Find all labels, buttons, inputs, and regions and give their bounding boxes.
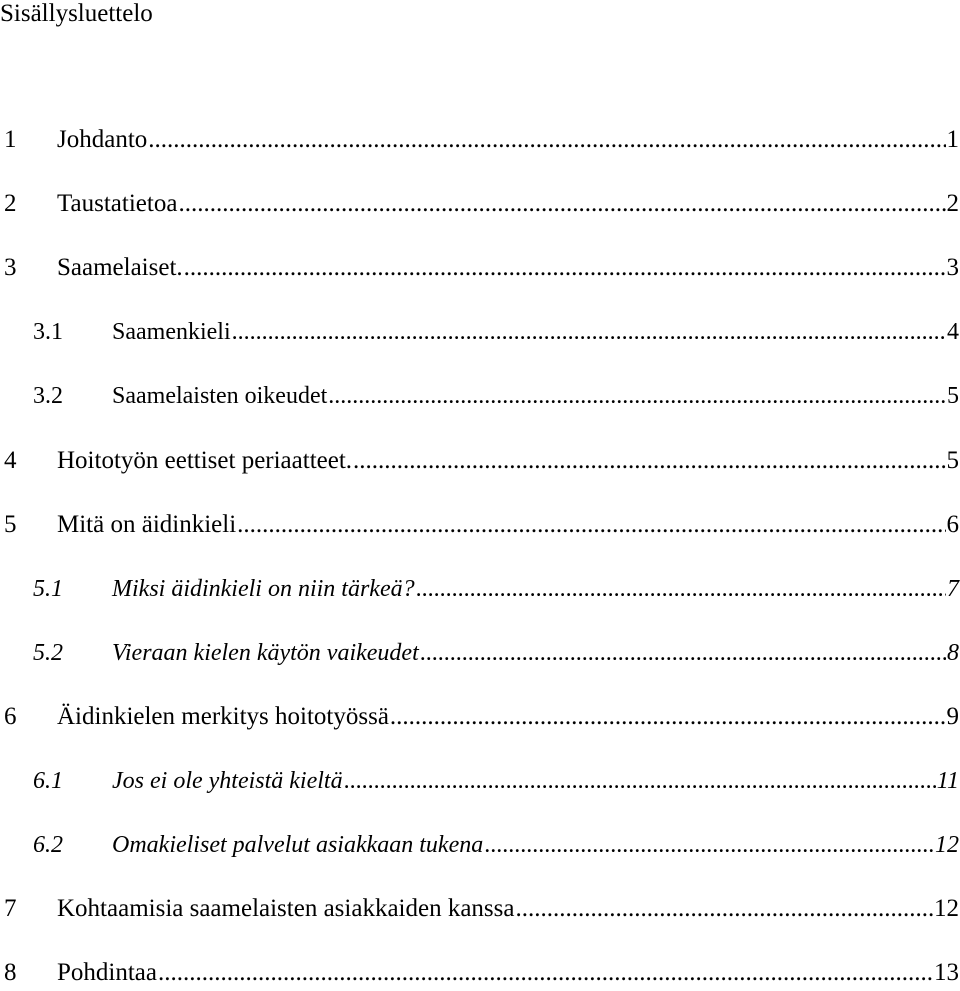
toc-entry-page: 12 [935, 832, 959, 858]
toc-entry[interactable] [0, 765, 960, 797]
toc-entry[interactable] [0, 637, 960, 669]
toc-entry-number: 3.2 [33, 383, 63, 409]
toc-entry-number: 7 [4, 895, 17, 922]
toc-entry-leader [515, 893, 933, 925]
toc-entry-leader [328, 380, 946, 412]
toc-entry-page: 13 [934, 959, 959, 986]
toc-entry-number: 6.2 [33, 832, 63, 858]
toc-entry-page: 1 [946, 126, 959, 153]
toc-entry-number: 5.2 [33, 640, 63, 666]
toc-entry-page: 12 [934, 895, 959, 922]
toc-entry-leader [232, 316, 946, 348]
toc-entry-title: Kohtaamisia saamelaisten asiakkaiden kanssa [57, 895, 515, 922]
toc-entry-title: Vieraan kielen käytön vaikeudet [112, 640, 419, 666]
toc-entry[interactable] [0, 124, 960, 156]
toc-entry-leader [237, 509, 945, 541]
toc-entry-title: Taustatietoa [57, 190, 178, 217]
toc-entry-number: 6 [4, 703, 17, 730]
toc-entry[interactable] [0, 445, 960, 477]
toc-entry-leader [178, 188, 945, 220]
toc-entry-page: 3 [946, 254, 959, 281]
toc-entry-page: 9 [946, 703, 959, 730]
toc-entry-leader [416, 573, 946, 605]
toc-entry-page: 8 [947, 640, 959, 666]
toc-entry-number: 3 [4, 254, 17, 281]
toc-entry-page: 5 [946, 447, 959, 474]
toc-entry-title: Omakieliset palvelut asiakkaan tukena [112, 832, 484, 858]
toc-entry-number: 8 [4, 959, 17, 986]
toc-entry-leader [184, 252, 946, 284]
toc-entry-number: 6.1 [33, 768, 63, 794]
toc-entry[interactable] [0, 701, 960, 733]
toc-entry-number: 1 [4, 126, 17, 153]
toc-entry-title: Saamelaisten oikeudet [112, 383, 328, 409]
toc-entry[interactable] [0, 829, 960, 861]
toc-entry-title: Saamelaiset. [57, 254, 183, 281]
toc-entry-title: Saamenkieli [112, 319, 231, 345]
toc-entry[interactable] [0, 509, 960, 541]
toc-entry-leader [390, 701, 946, 733]
toc-entry[interactable] [0, 316, 960, 348]
toc-entry-title: Johdanto [57, 126, 148, 153]
toc-entry-page: 6 [946, 511, 959, 538]
toc-entry-title: Jos ei ole yhteistä kieltä [112, 768, 343, 794]
toc-entry-title: Hoitotyön eettiset periaatteet. [57, 447, 353, 474]
toc-entry-page: 2 [946, 190, 959, 217]
toc-entry-leader [353, 445, 945, 477]
toc-entry-number: 5 [4, 511, 17, 538]
toc-entry[interactable] [0, 893, 960, 925]
toc-entry-number: 5.1 [33, 576, 63, 602]
toc-entry-leader [484, 829, 934, 861]
toc-entry-title: Äidinkielen merkitys hoitotyössä [57, 703, 389, 730]
toc-entry-leader [158, 957, 933, 989]
toc-entry[interactable] [0, 188, 960, 220]
toc-entry-number: 3.1 [33, 319, 63, 345]
toc-entry-number: 4 [4, 447, 17, 474]
toc-entry-page: 7 [947, 576, 959, 602]
toc-entry-leader [344, 765, 936, 797]
toc-entry-leader [420, 637, 946, 669]
toc-entry-leader [148, 124, 945, 156]
toc-heading: Sisällysluettelo [0, 0, 153, 27]
toc-entry-number: 2 [4, 190, 17, 217]
toc-entry-title: Mitä on äidinkieli [57, 511, 237, 538]
toc-entry-page: 4 [947, 319, 959, 345]
toc-entry[interactable] [0, 252, 960, 284]
toc-entry[interactable] [0, 957, 960, 989]
toc-entry-page: 11 [936, 768, 959, 794]
toc-entry-title: Pohdintaa [57, 959, 157, 986]
toc-entry-page: 5 [947, 383, 959, 409]
toc-entry-title: Miksi äidinkieli on niin tärkeä? [112, 576, 415, 602]
toc-entry[interactable] [0, 380, 960, 412]
toc-entry[interactable] [0, 573, 960, 605]
